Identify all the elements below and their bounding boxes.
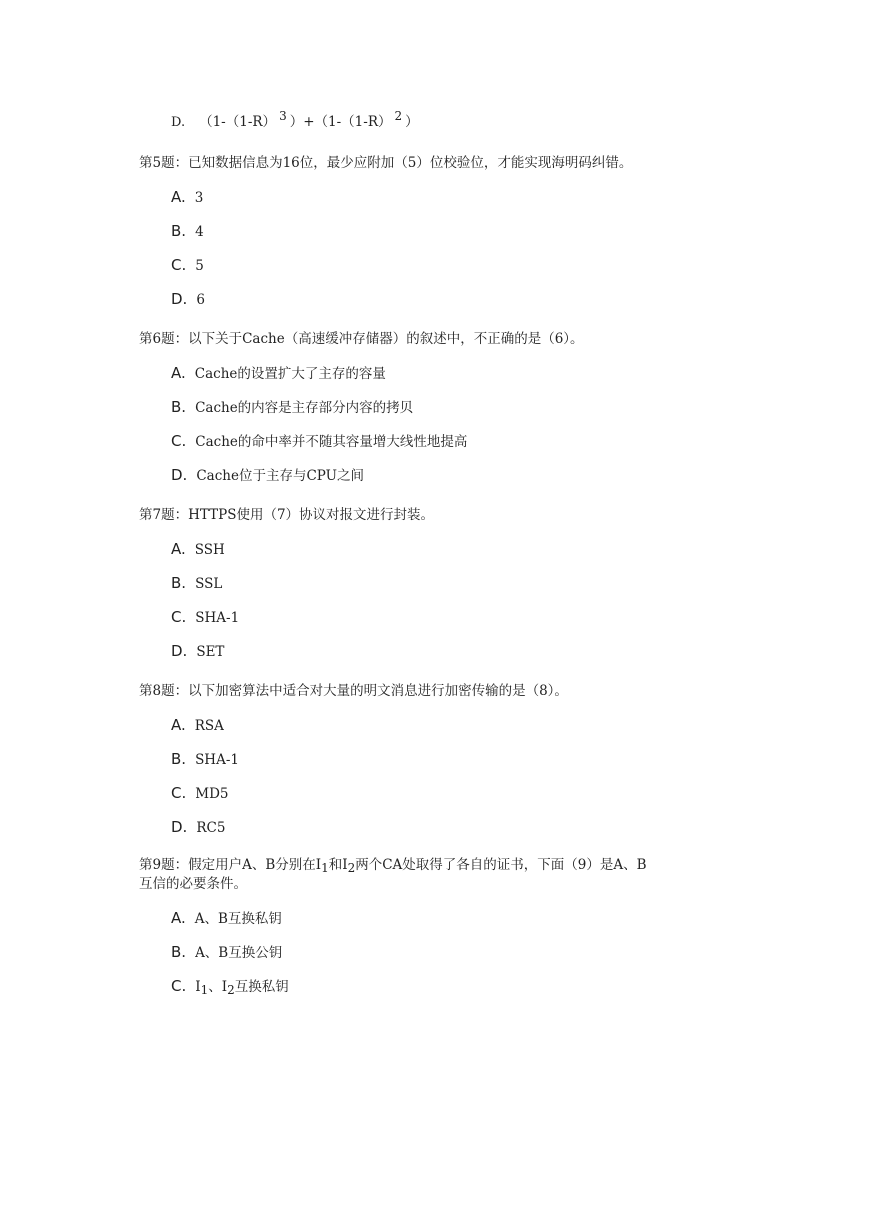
q9-option-b — [171, 943, 282, 962]
option-letter: D. — [171, 818, 188, 836]
q8-option-a — [171, 716, 224, 735]
formula-part: ）+（1-（1-R） — [289, 114, 392, 130]
option-letter: C. — [171, 256, 187, 274]
option-text: MD5 — [195, 786, 229, 802]
option-text: Cache的内容是主存部分内容的拷贝 — [195, 400, 414, 416]
question-5-text: 第5题：已知数据信息为16位，最少应附加（5）位校验位，才能实现海明码纠错。 — [139, 155, 633, 171]
option-text: 5 — [195, 258, 204, 274]
option-text: I — [195, 979, 201, 995]
option-letter: B. — [171, 398, 187, 416]
option-text: 4 — [195, 224, 204, 240]
q7-option-b — [171, 574, 222, 593]
q6-option-d — [171, 466, 364, 485]
q8-option-d — [171, 818, 225, 837]
q7-option-c — [171, 608, 239, 627]
subscript: 1 — [321, 861, 329, 875]
option-text: RC5 — [196, 820, 226, 836]
option-letter: D. — [171, 290, 188, 308]
formula-part: ） — [405, 114, 419, 130]
option-text: RSA — [194, 718, 224, 734]
option-letter: C. — [171, 608, 187, 626]
q6-option-c — [171, 432, 467, 451]
option-text: A、B互换公钥 — [195, 945, 283, 961]
option-letter: B. — [171, 574, 187, 592]
option-text: Cache的命中率并不随其容量增大线性地提高 — [195, 434, 468, 450]
q5-option-a — [171, 188, 203, 207]
q8-option-b — [171, 750, 239, 769]
q8-option-c — [171, 784, 229, 803]
option-letter: A. — [171, 188, 186, 206]
option-letter: B. — [171, 222, 187, 240]
question-9-text-line2: 互信的必要条件。 — [139, 876, 247, 892]
subscript: 1 — [200, 983, 209, 997]
option-text: 6 — [196, 292, 205, 308]
q9-option-c — [171, 977, 289, 996]
option-text: Cache的设置扩大了主存的容量 — [194, 366, 386, 382]
option-text: SSH — [194, 542, 225, 558]
option-text: SET — [196, 644, 225, 660]
q6-option-a — [171, 364, 386, 383]
q5-option-b — [171, 222, 204, 241]
subscript: 2 — [227, 983, 235, 997]
text-part: 第9题：假定用户A、B分别在I — [139, 857, 322, 873]
q9-option-a — [171, 909, 282, 928]
option-letter: A. — [171, 716, 186, 734]
subscript: 2 — [347, 861, 356, 875]
question-8-text: 第8题：以下加密算法中适合对大量的明文消息进行加密传输的是（8）。 — [139, 683, 568, 699]
q5-option-c — [171, 256, 204, 275]
option-text: A、B互换私钥 — [194, 911, 282, 927]
option-letter: A. — [171, 364, 186, 382]
option-text: SSL — [195, 576, 223, 592]
question-9-text-line1 — [139, 856, 647, 874]
option-letter: D. — [171, 115, 186, 130]
option-letter: B. — [171, 750, 187, 768]
q5-option-d — [171, 290, 205, 309]
option-text: 3 — [194, 190, 204, 206]
option-letter: C. — [171, 432, 187, 450]
option-letter: A. — [171, 540, 186, 558]
formula-part: （1-（1-R） — [199, 114, 277, 130]
question-7-text: 第7题：HTTPS使用（7）协议对报文进行封装。 — [139, 507, 435, 523]
option-text: 互换私钥 — [234, 979, 289, 995]
text-part: 两个CA处取得了各自的证书，下面（9）是A、B — [355, 857, 647, 873]
option-letter: C. — [171, 977, 187, 995]
option-letter: B. — [171, 943, 187, 961]
option-letter: A. — [171, 909, 186, 927]
exponent: 3 — [279, 109, 287, 123]
option-text: SHA-1 — [195, 752, 239, 768]
option-letter: D. — [171, 466, 188, 484]
q4-option-d — [171, 109, 419, 132]
q7-option-d — [171, 642, 224, 661]
option-letter: D. — [171, 642, 188, 660]
text-part: 和I — [328, 857, 348, 873]
option-letter: C. — [171, 784, 187, 802]
option-text: 、I — [208, 979, 228, 995]
q6-option-b — [171, 398, 413, 417]
exponent: 2 — [394, 109, 403, 123]
q7-option-a — [171, 540, 225, 559]
option-text: SHA-1 — [195, 610, 240, 626]
question-6-text: 第6题：以下关于Cache（高速缓冲存储器）的叙述中，不正确的是（6）。 — [139, 331, 584, 347]
option-text: Cache位于主存与CPU之间 — [196, 468, 365, 484]
